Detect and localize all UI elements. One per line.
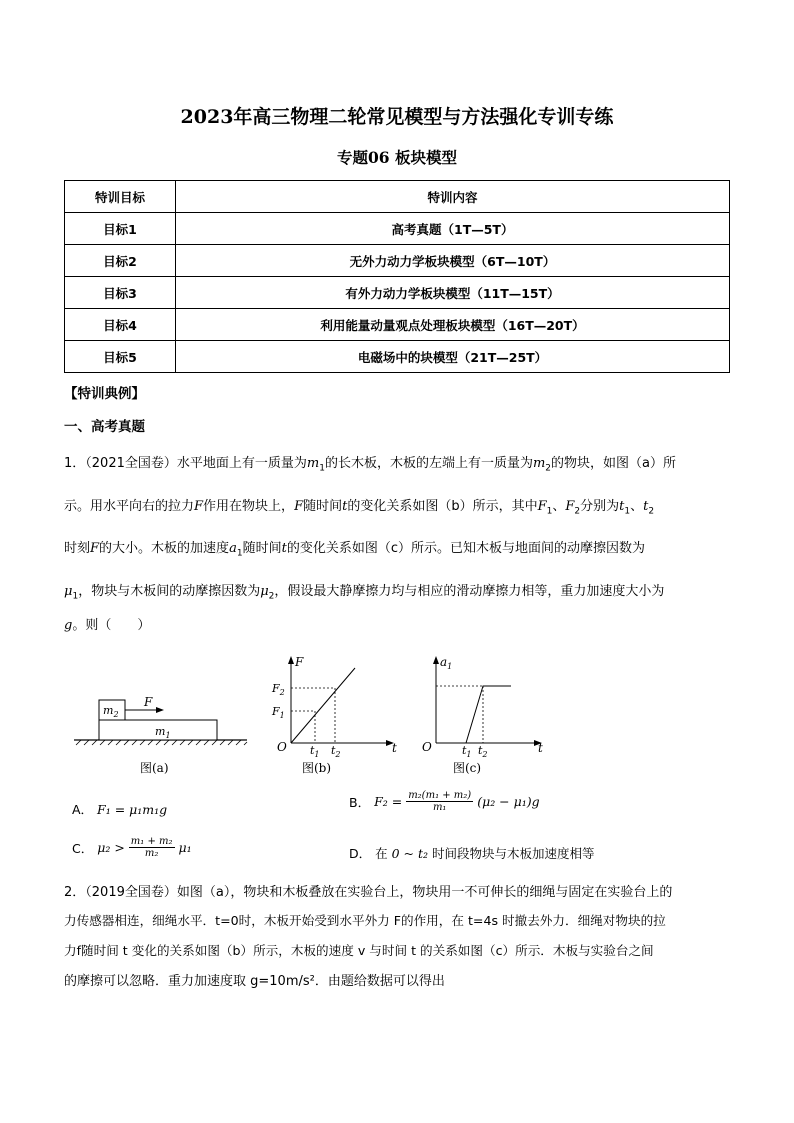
fig-c-caption: 图(c) (453, 761, 482, 775)
table-row (65, 309, 730, 341)
fig-a-caption: 图(a) (140, 761, 169, 775)
table-row (65, 245, 730, 277)
figure-c (422, 655, 543, 759)
option-b: B． F₂ = $\frac{\text{m₂(m₁ + m₂)}}{\text{m₁}}$ (μ₂ − μ₁)g (349, 790, 540, 813)
board-label: $m_1$ (155, 725, 171, 740)
svg-text:O: O (422, 740, 432, 754)
table-header-cell: 特训内容 (176, 181, 730, 213)
part1-heading: 一、高考真题 (64, 419, 145, 435)
option-a: A． F₁ = μ₁m₁g (72, 802, 168, 817)
table-cell: 有外力动力学板块模型（11T—15T） (176, 277, 730, 309)
svg-text:O: O (277, 740, 287, 754)
fig-b-F2-label: $F_2$ (272, 682, 285, 697)
figure-a (74, 695, 247, 745)
table-cell: 目标1 (65, 213, 176, 245)
fig-b-force-line (291, 668, 355, 743)
table-cell: 利用能量动量观点处理板块模型（16T—20T） (176, 309, 730, 341)
examples-heading: 【特训典例】 (64, 386, 145, 402)
figure-b (271, 655, 397, 759)
table-cell: 目标3 (65, 277, 176, 309)
table-cell: 无外力动力学板块模型（6T—10T） (176, 245, 730, 277)
q2-line-3: 力f随时间 t 变化的关系如图（b）所示，木板的速度 v 与时间 t 的关系如图（c）所示．木板与实验台之间 (64, 943, 654, 958)
option-c-fraction: $\frac{\text{m₁ + m₂}}{\text{m₂}}$ (130, 836, 173, 859)
q1-line-1: 1．（2021全国卷）水平地面上有一质量为$m_1$的长木板，木板的左端上有一质量为$m_2$的物块，如图（a）所 (64, 456, 676, 474)
fig-c-t1-label: $t_1$ (462, 744, 472, 759)
q1-line-4: $\mu_1$，物块与木板间的动摩擦因数为$\mu_2$，假设最大静摩擦力均与相应的滑动摩擦力相等，重力加速度大小为 (64, 584, 665, 602)
table-cell: 目标2 (65, 245, 176, 277)
table-cell: 目标5 (65, 341, 176, 373)
q1-line-2: 示。用水平向右的拉力F作用在物块上，F随时间t的变化关系如图（b）所示，其中$F_1$、$F_2$分别为$t_1$、$t_2$ (64, 499, 655, 517)
table-cell: 目标4 (65, 309, 176, 341)
q1-line-5: g。则（ ） (64, 618, 151, 633)
ground-hatch (76, 740, 247, 745)
fig-c-y-label: $a_1$ (440, 655, 453, 671)
q2-line-4: 的摩擦可以忽略．重力加速度取 g=10m/s²．由题给数据可以得出 (64, 974, 445, 989)
block-label: $m_2$ (103, 704, 119, 719)
fig-c-accel-line (466, 686, 511, 743)
table-row (65, 213, 730, 245)
fig-b-t1-label: $t_1$ (310, 744, 320, 759)
table-header-row (65, 181, 730, 213)
option-c: C． μ₂ > $\frac{\text{m₁ + m₂}}{\text{m₂}}$ μ₁ (72, 836, 192, 859)
table-row (65, 341, 730, 373)
force-label: F (144, 695, 153, 709)
q1-line-3: 时刻F的大小。木板的加速度$a_1$随时间t的变化关系如图（c）所示。已知木板与地面间的动摩擦因数为 (64, 541, 645, 559)
table-cell: 高考真题（1T—5T） (176, 213, 730, 245)
document-title: 2023年高三物理二轮常见模型与方法强化专训专练 (180, 106, 614, 128)
fig-b-t2-label: $t_2$ (331, 744, 341, 759)
svg-text:t: t (538, 741, 543, 755)
fig-b-F1-label: $F_1$ (272, 705, 285, 720)
table-header-cell: 特训目标 (65, 181, 176, 213)
option-b-fraction: $\frac{\text{m₂(m₁ + m₂)}}{\text{m₁}}$ (408, 790, 472, 813)
option-d: D． 在 0 ~ t₂ 时间段物块与木板加速度相等 (349, 846, 595, 861)
q2-line-1: 2．（2019全国卷）如图（a），物块和木板叠放在实验台上，物块用一不可伸长的细绳与固定在实验台上的 (64, 885, 673, 900)
document-subtitle: 专题06 板块模型 (337, 148, 457, 167)
q2-line-2: 力传感器相连，细绳水平．t=0时，木板开始受到水平外力 F的作用，在 t=4s 时撤去外力．细绳对物块的拉 (64, 913, 666, 928)
svg-text:F: F (295, 655, 304, 669)
fig-c-t2-label: $t_2$ (478, 744, 488, 759)
q1-figures (64, 648, 564, 776)
force-arrowhead (156, 707, 164, 713)
table-row (65, 277, 730, 309)
fig-b-caption: 图(b) (302, 761, 332, 775)
table-cell: 电磁场中的块模型（21T—25T） (176, 341, 730, 373)
goals-table (64, 180, 730, 373)
svg-text:t: t (392, 741, 397, 755)
